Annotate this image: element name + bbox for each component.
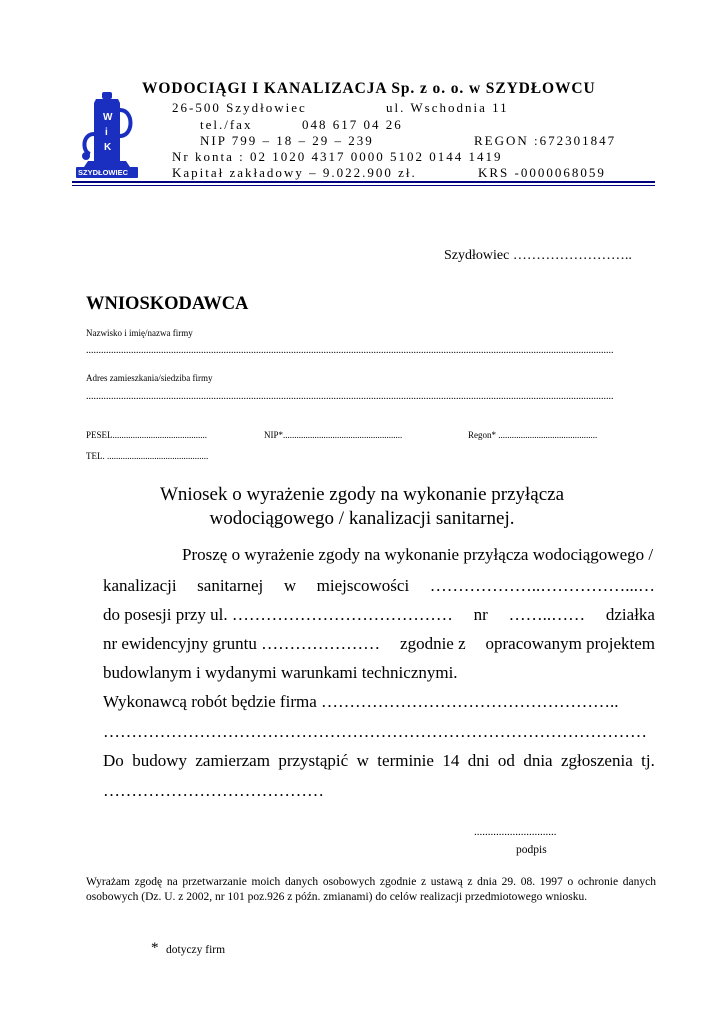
line8-word: zgłoszenia — [561, 751, 633, 770]
street-address: ul. Wschodnia 11 — [386, 100, 509, 115]
telfax-label: tel./fax — [200, 117, 253, 132]
share-capital: Kapitał zakładowy – 9.022.900 zł. — [172, 165, 417, 180]
krs-number: KRS -0000068059 — [478, 165, 606, 180]
line4-word: opracowanym projektem — [485, 634, 655, 653]
line8-word: terminie — [377, 751, 434, 770]
applicant-heading: WNIOSKODAWCA — [86, 294, 249, 314]
company-nip: NIP 799 – 18 – 29 – 239 — [200, 133, 374, 148]
line3-word: działka — [605, 605, 655, 624]
footnote-asterisk: * — [151, 940, 159, 956]
header-divider-thin — [72, 185, 655, 186]
line8-word: od — [497, 751, 515, 770]
pesel-field: PESEL.......................................... — [86, 430, 208, 440]
company-regon: REGON :672301847 — [474, 133, 617, 148]
street-field: do posesji przy ul. ………………………………… — [103, 605, 453, 624]
name-label: Nazwisko i imię/nazwa firmy — [86, 328, 193, 338]
line8-word: w — [356, 751, 369, 770]
address-field: ................................................................................................................................................................................................................... — [86, 391, 614, 402]
tel-field: TEL. ............................................. — [86, 451, 209, 461]
footnote-text: dotyczy firm — [166, 944, 226, 956]
logo-banner-text: SZYDŁOWIEC — [78, 168, 128, 177]
company-name: WODOCIĄGI I KANALIZACJA Sp. z o. o. w SZYDŁOWCU — [142, 80, 596, 97]
request-line-4 — [103, 634, 655, 654]
name-field: ................................................................................................................................................................................................................... — [86, 345, 614, 356]
line2-word: sanitarnej — [197, 576, 264, 595]
signature-line: .............................. — [474, 826, 557, 838]
line8-word: dnia — [523, 751, 553, 770]
request-title-line1: Wniosek o wyrażenie zgody na wykonanie przyłącza — [159, 484, 565, 505]
start-date-field: ………………………………… — [103, 781, 324, 800]
telfax-value: 048 617 04 26 — [302, 117, 403, 132]
line8-word: dni — [467, 751, 490, 770]
line8-word: tj. — [641, 751, 655, 770]
line8-word: 14 — [442, 751, 460, 770]
header-divider-thick — [72, 181, 655, 183]
request-line-2 — [103, 576, 655, 596]
address-label: Adres zamieszkania/siedziba firmy — [86, 373, 213, 383]
company-logo — [72, 90, 142, 180]
logo-letter-i: i — [105, 127, 108, 138]
request-line-3 — [103, 605, 655, 625]
logo-letter-w: W — [103, 112, 113, 123]
line8-word: zamierzam — [195, 751, 270, 770]
logo-letter-k: K — [104, 142, 112, 153]
line8-word: przystąpić — [278, 751, 349, 770]
request-title-line2: wodociągowego / kanalizacji sanitarnej. — [209, 508, 515, 529]
nip-field: NIP*..................................................... — [264, 430, 403, 440]
contractor-field: Wykonawcą robót będzie firma …………………………………………….. — [103, 692, 619, 711]
request-line-8 — [103, 751, 655, 771]
regon-field: Regon* ............................................ — [468, 430, 598, 440]
bank-account: Nr konta : 02 1020 4317 0000 5102 0144 1419 — [172, 149, 503, 164]
line2-word: kanalizacji — [103, 576, 177, 595]
request-line-5: budowlanym i wydanymi warunkami technicznymi. — [103, 663, 458, 682]
data-processing-consent: Wyrażam zgodę na przetwarzanie moich danych osobowych zgodnie z ustawą z dnia 29. 08. 1997 o ochronie danych osobowych (Dz. U. z 2002, nr 101 poz.926 z późn. zmianami) do celów realizacji przedmiotowego wniosku. — [86, 876, 656, 903]
line2-word: miejscowości — [316, 576, 410, 595]
signature-label: podpis — [516, 844, 547, 856]
place-date-field: Szydłowiec …………………….. — [444, 248, 632, 263]
house-number-field: ……..…… — [508, 605, 586, 624]
contractor-continuation: …………………………………………………………………………………… — [103, 722, 647, 741]
line8-word: budowy — [132, 751, 187, 770]
line3-word: nr — [473, 605, 488, 624]
line8-word: Do — [103, 751, 124, 770]
parcel-number-field: nr ewidencyjny gruntu ………………… — [103, 634, 381, 653]
line4-word: zgodnie z — [400, 634, 466, 653]
postal-city: 26-500 Szydłowiec — [172, 100, 307, 115]
line2-word: w — [283, 576, 297, 595]
request-line-1: Proszę o wyrażenie zgody na wykonanie przyłącza wodociągowego / — [182, 545, 654, 564]
locality-field: ………………..……………...… — [429, 576, 655, 595]
